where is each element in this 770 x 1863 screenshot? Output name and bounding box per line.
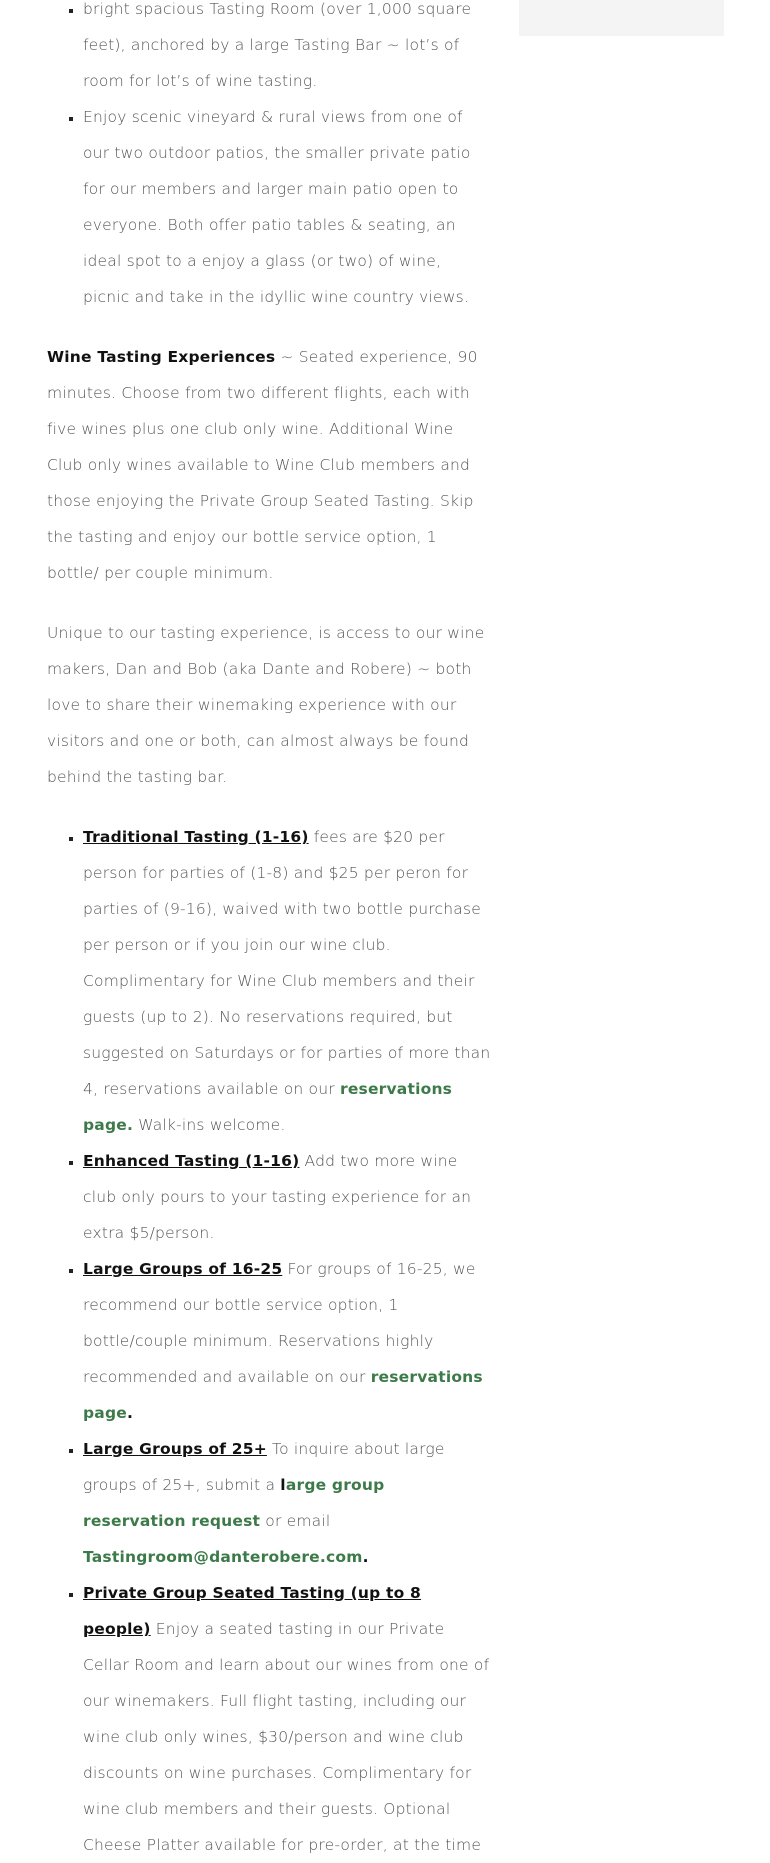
winemakers-body: Unique to our tasting experience, is access to our wine makers, Dan and Bob (aka Dante and Robere) ~ both love to share their winemaking experience with our visitors and one or both, can almost always be found behind the tasting bar.	[47, 624, 485, 786]
large-groups-16-25-tail: .	[126, 1404, 134, 1422]
sidebar-box	[519, 0, 724, 36]
winemakers-paragraph	[47, 615, 492, 795]
large-groups-25-plus-body: To inquire about large groups of 25+, submit a	[83, 1440, 445, 1494]
large-groups-16-25-title: Large Groups of 16-25	[83, 1260, 283, 1278]
email-link[interactable]: Tastingroom@danterobere.com	[83, 1548, 363, 1566]
traditional-tasting-tail: Walk-ins welcome.	[133, 1116, 286, 1134]
reservations-page-link-2[interactable]: reservations page	[83, 1368, 483, 1422]
list-item	[83, 819, 492, 1143]
list-item	[83, 1143, 492, 1251]
list-item	[83, 1431, 492, 1575]
enhanced-tasting-title: Enhanced Tasting (1-16)	[83, 1152, 300, 1170]
list-item	[83, 1251, 492, 1431]
wine-tasting-heading: Wine Tasting Experiences	[47, 348, 276, 366]
reservations-page-link[interactable]: reservations page.	[83, 1080, 453, 1134]
feature-text: Enjoy scenic vineyard & rural views from one of our two outdoor patios, the smaller private patio for our members and larger main patio open to everyone. Both offer patio tables & seating, an ideal spot to a enjoy a glass (or two) of wine, picnic and take in the idyllic wine country views.	[83, 108, 471, 306]
large-group-link-first-letter: l	[280, 1476, 286, 1494]
feature-text: bright spacious Tasting Room (over 1,000 square feet), anchored by a large Tasting Bar ~ lot’s of room for lot’s of wine tasting.	[83, 0, 472, 90]
list-item	[83, 99, 492, 315]
main-content	[47, 0, 492, 1863]
large-groups-16-25-body: For groups of 16-25, we recommend our bottle service option, 1 bottle/couple minimum. Reservations highly recommended and available on our	[83, 1260, 476, 1386]
private-group-tasting-title: Private Group Seated Tasting (up to 8 people)	[83, 1584, 422, 1638]
large-groups-25-plus-title: Large Groups of 25+	[83, 1440, 267, 1458]
tastings-list	[47, 819, 492, 1863]
private-group-tasting-body: Enjoy a seated tasting in our Private Cellar Room and learn about our wines from one of our winemakers. Full flight tasting, including our wine club only wines, $30/person and wine club discounts on wine purchases. Complimentary for wine club members and their guests. Optional Cheese Platter available for pre-order, at the time	[83, 1620, 490, 1854]
traditional-tasting-body: fees are $20 per person for parties of (1-8) and $25 per peron for parties of (9-16), waived with two bottle purchase per person or if you join our wine club. Complimentary for Wine Club members and their guests (up to 2). No reservations required, but suggested on Saturdays or for parties of more than 4, reservations available on our	[83, 828, 491, 1098]
features-list	[47, 0, 492, 315]
wine-tasting-body: ~ Seated experience, 90 minutes. Choose from two different flights, each with five wines plus one club only wine. Additional Wine Club only wines available to Wine Club members and those enjoying the Private Group Seated Tasting. Skip the tasting and enjoy our bottle service option, 1 bottle/ per couple minimum.	[47, 348, 478, 582]
large-groups-25-plus-tail: .	[362, 1548, 369, 1566]
list-item	[83, 0, 492, 99]
list-item	[83, 1575, 492, 1863]
enhanced-tasting-body: Add two more wine club only pours to your tasting experience for an extra $5/person.	[83, 1152, 472, 1242]
large-groups-25-plus-middle: or email	[260, 1512, 331, 1530]
traditional-tasting-title: Traditional Tasting (1-16)	[83, 828, 309, 846]
large-group-reservation-request-link[interactable]: arge group reservation request	[83, 1476, 385, 1530]
wine-tasting-paragraph	[47, 339, 492, 591]
